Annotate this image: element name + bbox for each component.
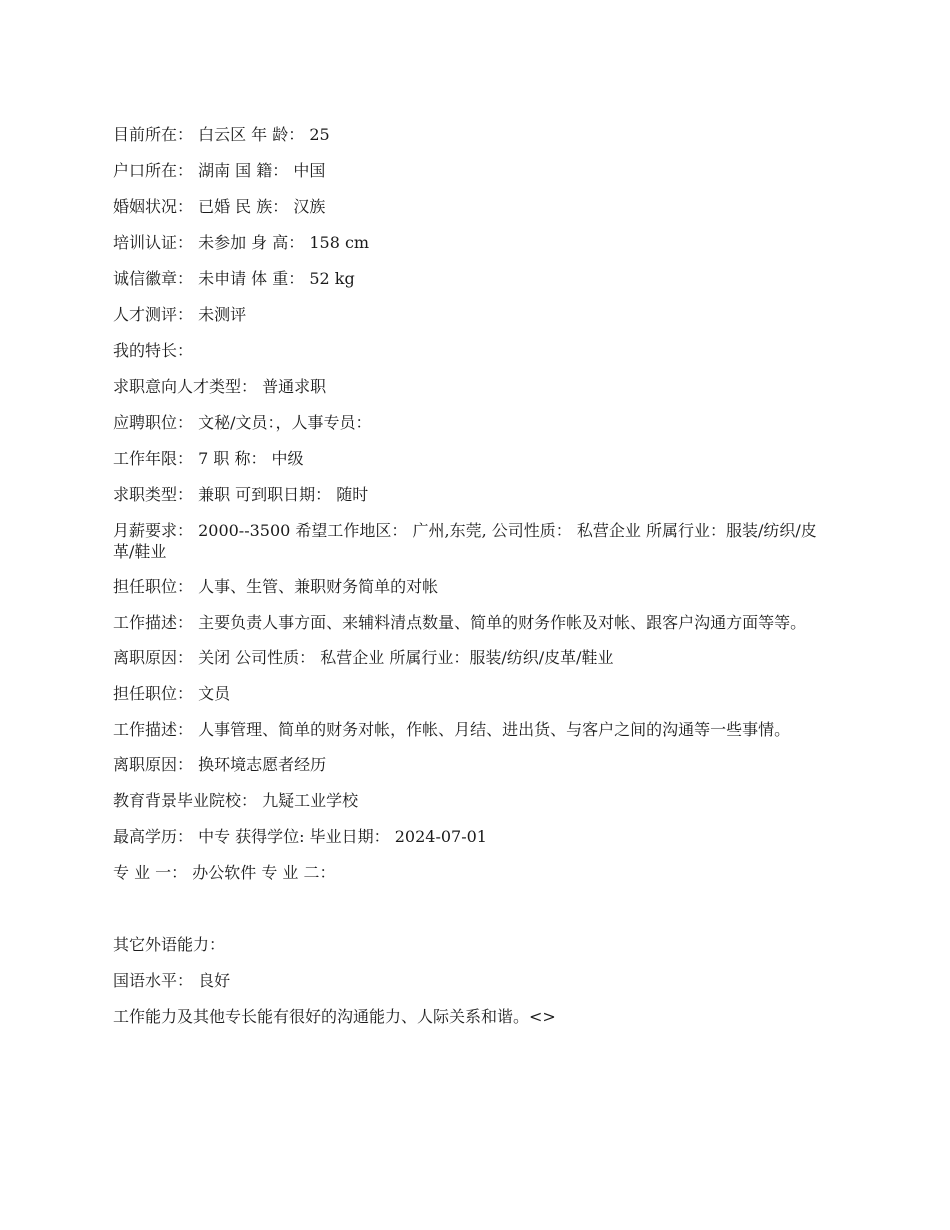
my-specialties: 我的特长： [113,341,194,360]
work-ability: 工作能力及其他专长能有很好的沟通能力、人际关系和谐。<> [113,1007,556,1026]
highest-education: 最高学历： 中专 获得学位: 毕业日期： 2024-07-01 [113,827,487,846]
talent-assessment: 人才测评： 未测评 [113,305,247,324]
salary-expectation: 月薪要求： 2000--3500 希望工作地区： 广州,东莞, 公司性质： 私营企业 所属行业：服装/纺织/皮革/鞋业 [113,521,817,561]
training-certification: 培训认证： 未参加 身 高： 158 cm [113,233,370,252]
marital-status: 婚姻状况： 已婚 民 族： 汉族 [113,197,326,216]
work-years: 工作年限： 7 职 称： 中级 [113,449,304,468]
leaving-reason-2: 离职原因： 换环境志愿者经历 [113,755,327,774]
resume-document [113,124,833,1042]
job-description-2: 工作描述： 人事管理、简单的财务对帐，作帐、月结、进出货、与客户之间的沟通等一些事情。 [113,720,791,739]
position-held-1: 担任职位： 人事、生管、兼职财务简单的对帐 [113,577,439,596]
majors: 专 业 一： 办公软件 专 业 二： [113,863,336,882]
household-registration: 户口所在： 湖南 国 籍： 中国 [113,161,326,180]
integrity-badge: 诚信徽章： 未申请 体 重： 52 kg [113,269,355,288]
position-held-2: 担任职位： 文员 [113,684,231,703]
leaving-reason-1: 离职原因： 关闭 公司性质： 私营企业 所属行业：服装/纺织/皮革/鞋业 [113,648,614,667]
job-intention-type: 求职意向人才类型： 普通求职 [113,377,327,396]
job-type: 求职类型： 兼职 可到职日期： 随时 [113,485,369,504]
other-languages: 其它外语能力： [113,935,226,954]
education-school: 教育背景毕业院校： 九疑工业学校 [113,791,359,810]
applied-position: 应聘职位： 文秘/文员：，人事专员： [113,413,372,432]
mandarin-level: 国语水平： 良好 [113,971,231,990]
current-location: 目前所在： 白云区 年 龄： 25 [113,125,330,144]
job-description-1: 工作描述： 主要负责人事方面、来辅料清点数量、简单的财务作帐及对帐、跟客户沟通方面等等。 [113,613,807,632]
